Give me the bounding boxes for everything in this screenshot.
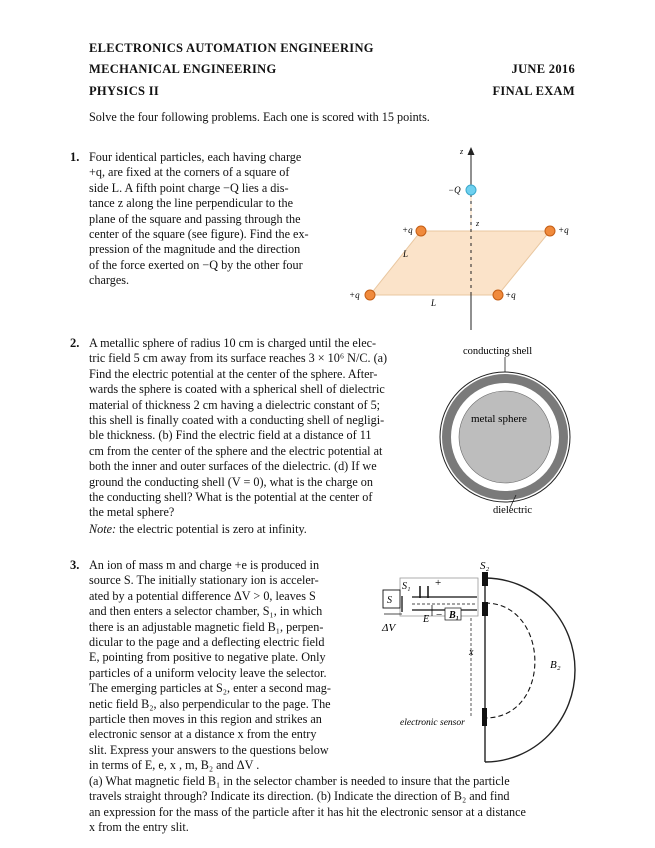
sensor-label: electronic sensor (400, 718, 465, 728)
charge-label-back-left: +q (402, 225, 413, 235)
problem-3-questions: (a) What magnetic field B₁ in the selector chamber is needed to insure that the particle travels straight through? Indicate its direction. (b) Indicate the direction of B₂ and find an expression for the mass of the particle after it has hit the electronic sensor at a distance x from the entry slit. (89, 774, 526, 835)
source-label: S (387, 595, 392, 606)
z-distance-label: z (476, 219, 480, 228)
problem-2-figure (438, 340, 588, 520)
note-text: the electric potential is zero at infinity. (116, 522, 307, 536)
s2-label: S₂ (480, 560, 490, 572)
problem-2-note (89, 522, 307, 537)
minus-sign: − (436, 609, 443, 621)
side-label-left: L (403, 249, 409, 259)
x-label: x (469, 647, 474, 658)
z-axis-label: z (460, 147, 464, 156)
charge-label-back-right: +q (558, 225, 569, 235)
corner-charge-front-left (365, 290, 375, 300)
electronic-sensor (482, 708, 487, 726)
charge-label-front-left: +q (349, 290, 360, 300)
instructions: Solve the four following problems. Each one is scored with 15 points. (89, 110, 430, 124)
z-axis-arrow (468, 147, 475, 155)
e-field-label: E (423, 614, 430, 625)
metal-sphere-label: metal sphere (471, 413, 527, 425)
ion-trajectory (485, 603, 535, 718)
corner-charge-back-right (545, 226, 555, 236)
side-label-front: L (431, 298, 437, 308)
plus-sign: + (435, 577, 442, 589)
problem-3-text: An ion of mass m and charge +e is produced in source S. The initially stationary ion is acceler- ated by a potential difference ΔV > 0, leaves S and then enters a selector chamber, S₁, in which there is an adjustable magnetic field B₁, perpen- dicular to the page and a deflecting electric field E, pointing from positive to negative plate. Only particles of a uniform velocity leave the selector. The emerging particles at S₂, enter a second mag- netic field B₂, also perpendicular to the page. The particle then moves in this region and strikes an electronic sensor at a distance x from the entry slit. Express your answers to the questions below in terms of E, e, x , m, B₂ and ΔV . (89, 558, 331, 773)
metal-sphere (459, 391, 551, 483)
note-label: Note: (89, 522, 117, 536)
s2-slit-upper (482, 572, 488, 586)
negative-charge (466, 185, 476, 195)
conducting-shell-label: conducting shell (463, 346, 533, 357)
corner-charge-front-right (493, 290, 503, 300)
problem-1-number: 1. (70, 150, 80, 164)
b2-label: B₂ (550, 659, 561, 671)
problem-1-text: Four identical particles, each having charge +q, are fixed at the corners of a square of side L. A fifth point charge −Q lies a dis- tance z along the line perpendicular to the plane of the square and passing through the center of the square (see figure). Find the ex- pression of the magnitude and the direction of the force exerted on −Q by the other four charges. (89, 150, 309, 288)
s1-label: S₁ (402, 581, 411, 592)
course-title-line1: ELECTRONICS AUTOMATION ENGINEERING (89, 41, 374, 55)
dielectric-label: dielectric (493, 505, 533, 516)
course-title-line3: PHYSICS II (89, 84, 160, 98)
charge-label-front-right: +q (505, 290, 516, 300)
exam-date: JUNE 2016 (511, 62, 575, 76)
problem-2-text: A metallic sphere of radius 10 cm is charged until the elec- tric field 5 cm away from its surface reaches 3 × 10⁶ N/C. (a) Find the electric potential at the center of the sphere. After- wards the sphere is coated with a spherical shell of dielectric material of thickness 2 cm having a dielectric constant of 5; this shell is finally coated with a conducting shell of negligi- ble thickness. (b) Find the electric field at a distance of 11 cm from the center of the sphere and the electric potential at both the inner and outer surfaces of the dielectric. (d) If we ground the conducting shell (V = 0), what is the charge on the conducting shell? What is the potential at the center of the metal sphere? (89, 336, 388, 520)
problem-2-number: 2. (70, 336, 80, 350)
problem-1-figure (330, 140, 590, 340)
dv-label: ΔV (382, 622, 396, 634)
corner-charge-back-left (416, 226, 426, 236)
s2-slit-lower (482, 602, 488, 616)
b2-region-boundary (485, 578, 575, 762)
course-title-line2: MECHANICAL ENGINEERING (89, 62, 277, 76)
negative-charge-label: −Q (448, 185, 461, 195)
square-plane (370, 231, 550, 295)
problem-3-number: 3. (70, 558, 80, 572)
exam-type: FINAL EXAM (492, 84, 575, 98)
b1-label: B₁ (449, 610, 460, 621)
problem-3-figure (375, 558, 585, 768)
